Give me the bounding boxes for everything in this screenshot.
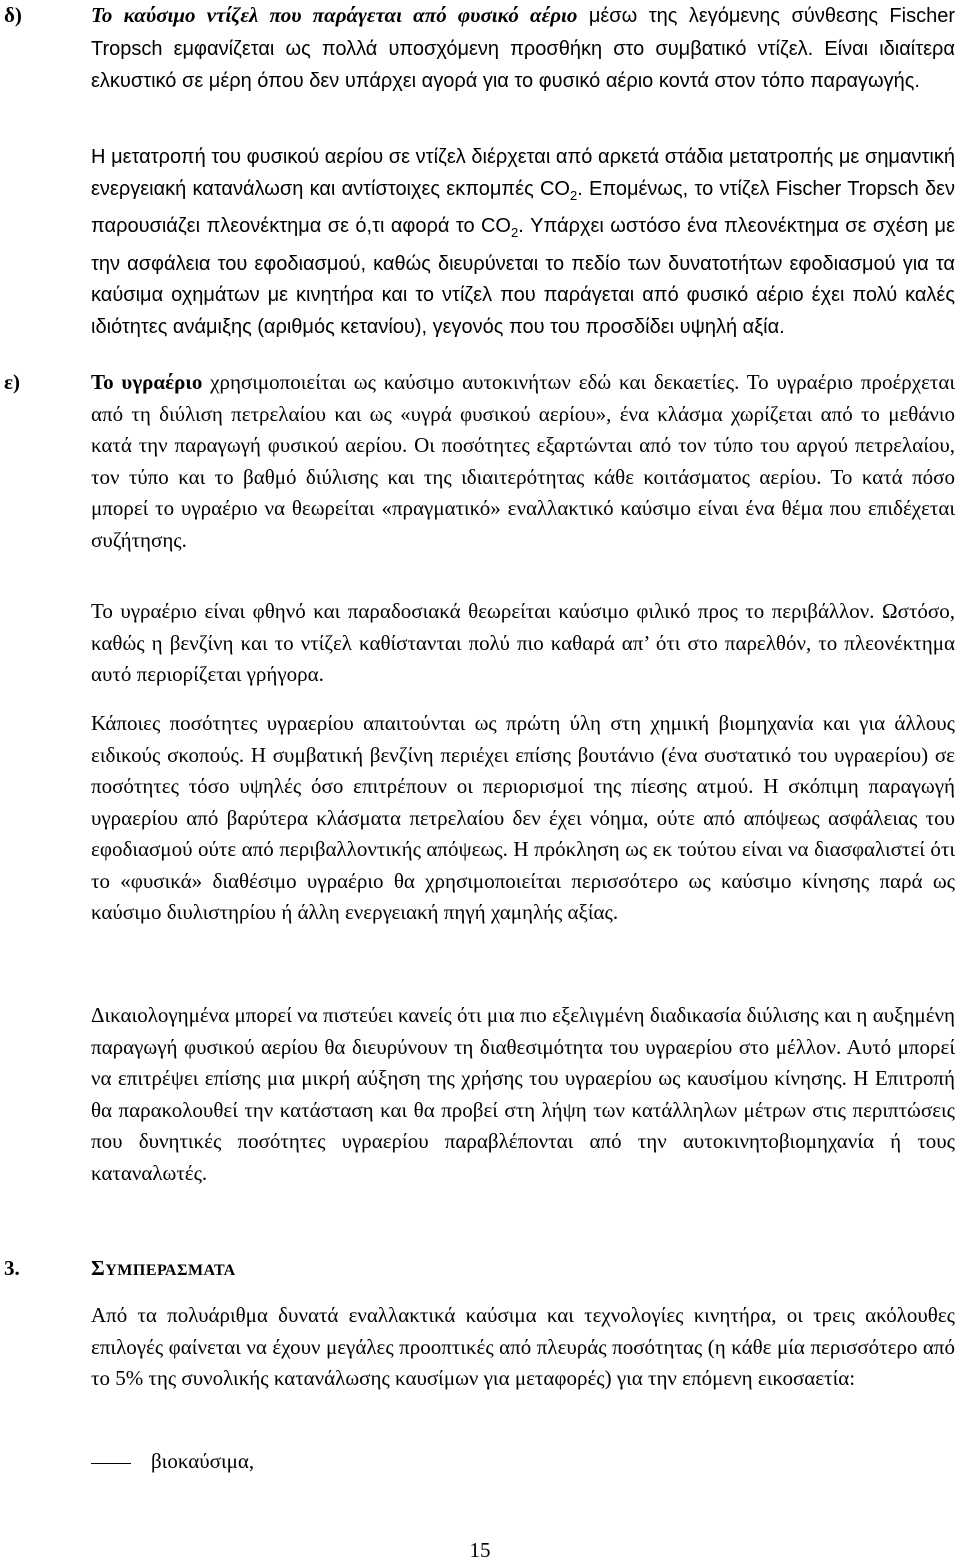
paragraph-e-2: Το υγραέριο είναι φθηνό και παραδοσιακά θεωρείται καύσιμο φιλικό προς το περιβάλλον. Ωστόσο, καθώς η βενζίνη και το ντίζελ καθίστανται πολύ πιο καθαρά απ’ ότι στο παρελθόν, το πλεονέκτημα αυτό περιορίζεται γρήγορα. xyxy=(91,599,955,686)
paragraph-e-4: Δικαιολογημένα μπορεί να πιστεύει κανείς ότι μια πιο εξελιγμένη διαδικασία διύλισης και η αυξημένη παραγωγή φυσικού αερίου θα διευρύνουν τη διαθεσιμότητα του υγραερίου στο μέλλον. Αυτό μπορεί να επιτρέψει επίσης μια μικρή αύξηση της χρήσης του υγραερίου ως καυσίμου κίνησης. Η Επιτροπή θα παρακολουθεί την κατάσταση και θα προβεί στη λήψη των κατάλληλων μέτρων στις περιπτώσεις που δυνητικές ποσότητες υγραερίου παραβλέπονται από την αυτοκινητοβιομηχανία ή τους καταναλωτές. xyxy=(91,1003,955,1185)
section-number: 3. xyxy=(4,1256,20,1280)
list-item xyxy=(91,1446,254,1477)
paragraph-conclusions: Από τα πολυάριθμα δυνατά εναλλακτικά καύσιμα και τεχνολογίες κινητήρα, οι τρεις ακόλουθες επιλογές φαίνεται να έχουν μεγάλες προοπτικές από πλευράς ποσότητας (η κάθε μία περισσότερο από το 5% της συνολικής κατανάλωσης καυσίμων για μεταφορές) για την επόμενη εικοσαετία: xyxy=(91,1303,955,1390)
bold-term-lpg: Το υγραέριο xyxy=(91,370,203,394)
heading-rest: ΥΜΠΕΡΑΣΜΑΤΑ xyxy=(105,1262,236,1279)
paragraph-e-3: Κάποιες ποσότητες υγραερίου απαιτούνται ως πρώτη ύλη στη χημική βιομηχανία και για άλλους ειδικούς σκοπούς. Η συμβατική βενζίνη περιέχει επίσης βουτάνιο (ένα συστατικό του υγραερίου) σε ποσότητες τόσο υψηλές όσο επιτρέπουν οι περιορισμοί της πίεσης ατμού. Η σκόπιμη παραγωγή υγραερίου από βαρύτερα κλάσματα πετρελαίου δεν έχει νόημα, ούτε από απόψεως ασφάλειας του εφοδιασμού ούτε από περιβαλλοντικής απόψεως. Η πρόκληση ως εκ τούτου είναι να διασφαλιστεί ότι το «φυσικά» διαθέσιμο υγραέριο θα χρησιμοποιείται περισσότερο ως καύσιμο κίνησης παρά ως καύσιμο διυλιστηρίου ή άλλη ενεργειακή πηγή χαμηλής αξίας. xyxy=(91,711,955,924)
paragraph-d-1-text: μέσω της λεγόμενης σύνθεσης Fischer Tropsch εμφανίζεται ως πολλά υποσχόμενη προσθήκη στο συμβατικό ντίζελ. Είναι ιδιαίτερα ελκυστικό σε μέρη όπου δεν υπάρχει αγορά για το φυσικό αέριο κοντά στον τόπο παραγωγής. xyxy=(91,5,955,92)
paragraph-e-1 xyxy=(91,367,955,556)
paragraph-d-2-part-c: . Υπάρχει ωστόσο ένα πλεονέκτημα σε σχέση με την ασφάλεια του εφοδιασμού, καθώς διευρύνεται το πεδίο των δυνατοτήτων εφοδιασμού για τα καύσιμα οχημάτων με κινητήρα και το ντίζελ που παράγεται από φυσικό αέριο έχει πολύ καλές ιδιότητες ανάμιξης (αριθμός κετανίου), γεγονός που του προσδίδει υψηλή αξία. xyxy=(91,215,955,338)
list-item-text: βιοκαύσιμα, xyxy=(151,1449,255,1473)
paragraph-d-2 xyxy=(91,142,955,343)
paragraph-d-2-part-a: Η μετατροπή του φυσικού αερίου σε ντίζελ διέρχεται από αρκετά στάδια μετατροπής με σημαντική ενεργειακή κατανάλωση και αντίστοιχες εκπομπές CO xyxy=(91,146,955,200)
subscript-2: 2 xyxy=(569,187,578,203)
subscript-2b: 2 xyxy=(510,225,519,240)
section-heading xyxy=(91,1253,236,1286)
dash-bullet xyxy=(91,1463,131,1464)
section-label-e: ε) xyxy=(4,370,20,394)
heading-initial: Σ xyxy=(91,1256,106,1280)
paragraph-e-1-text: χρησιμοποιείται ως καύσιμο αυτοκινήτων εδώ και δεκαετίες. Το υγραέριο προέρχεται από τη διύλιση πετρελαίου και ως «υγρά φυσικού αερίου», ένα κλάσμα χωρίζεται από το μεθάνιο κατά την παραγωγή φυσικού αερίου. Οι ποσότητες εξαρτώνται από τον τύπο του αργού πετρελαίου, τον τύπο και το βαθμό διύλισης και της ιδιαιτερότητας κάθε κοιτάσματος αερίου. Το κατά πόσο μπορεί το υγραέριο να θεωρείται «πραγματικό» εναλλακτικό καύσιμο είναι ένα θέμα που επιδέχεται συζήτησης. xyxy=(91,370,955,552)
page-number: 15 xyxy=(469,1538,491,1562)
section-label-d: δ) xyxy=(4,3,22,27)
paragraph-d-2-part-b: . Επομένως, το ντίζελ Fischer Tropsch δεν παρουσιάζει πλεονέκτημα σε ό,τι αφορά το CO xyxy=(91,177,955,237)
bold-term-diesel: Το καύσιμο ντίζελ που παράγεται από φυσικό αέριο xyxy=(91,3,578,27)
paragraph-d-1 xyxy=(91,0,955,98)
